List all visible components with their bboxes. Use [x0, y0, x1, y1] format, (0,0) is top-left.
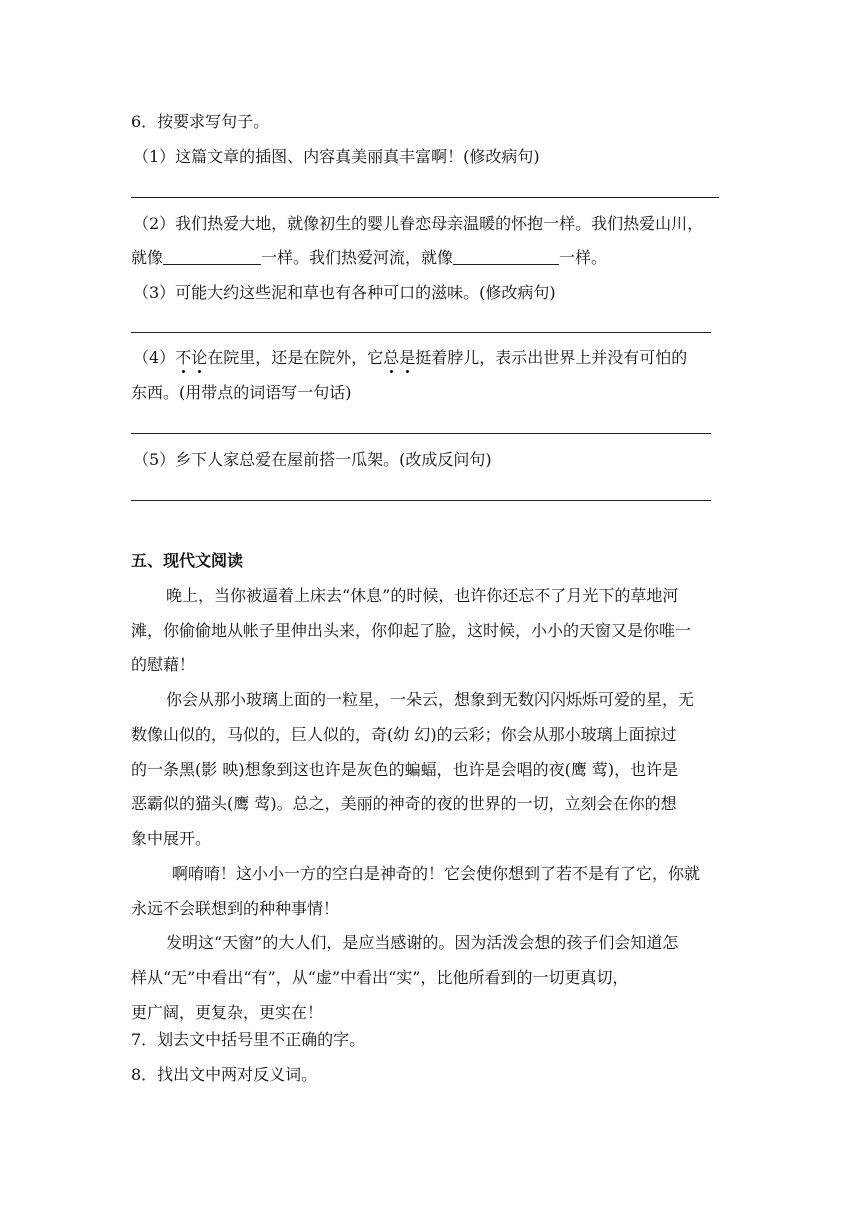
q6-s2-text-2: 一样。我们热爱河流，就像: [261, 248, 454, 267]
q8-text: 8．找出文中两对反义词。: [131, 1065, 318, 1084]
q6-s4-dotted-char: 论: [191, 348, 208, 367]
q6-sentence-4a: [133, 348, 687, 368]
q6-s4-prefix: （4）: [133, 348, 176, 367]
q7-text: 7．划去文中括号里不正确的字。: [131, 1030, 366, 1049]
passage-p2-line: 数像山似的，马似的，巨人似的，奇(幼 幻)的云彩；你会从那小玻璃上面掠过: [131, 725, 677, 744]
q6-sentence-2a: （2）我们热爱大地，就像初生的婴儿眷恋母亲温暖的怀抱一样。我们热爱山川，: [133, 214, 704, 233]
q6-answer-line-3[interactable]: [131, 332, 711, 333]
q6-s2-text-3: 一样。: [559, 248, 608, 267]
q6-sentence-4b: 东西。(用带点的词语写一句话): [131, 383, 352, 402]
q6-s2-blank-2[interactable]: [453, 248, 559, 265]
passage-p1-line: 的慰藉！: [131, 655, 196, 674]
section-heading: 五、现代文阅读: [131, 551, 244, 570]
q6-s4-dotted-char: 是: [399, 348, 416, 367]
q6-s2-blank-1[interactable]: [163, 248, 261, 265]
passage-p2-line: 恶霸似的猫头(鹰 莺)。总之，美丽的神奇的夜的世界的一切，立刻会在你的想: [131, 794, 677, 813]
passage-p3-line: 永远不会联想到的种种事情！: [131, 899, 340, 918]
q6-sentence-3: （3）可能大约这些泥和草也有各种可口的滋味。(修改病句): [133, 283, 556, 302]
q6-s4-text: 在院里，还是在院外，它: [207, 348, 384, 367]
passage-p4-line: 样从“无”中看出“有”，从“虚”中看出“实”，比他所看到的一切更真切，: [131, 968, 629, 987]
q6-title: 6．按要求写句子。: [131, 112, 270, 131]
passage-p2-line: 象中展开。: [131, 829, 212, 848]
passage-p2-line: 你会从那小玻璃上面的一粒星，一朵云，想象到无数闪闪烁烁可爱的星，无: [166, 690, 695, 709]
q6-sentence-1: （1）这篇文章的插图、内容真美丽真丰富啊！(修改病句): [133, 147, 540, 166]
passage-p3-line: 啊唷唷！这小小一方的空白是神奇的！它会使你想到了若不是有了它，你就: [172, 864, 701, 883]
passage-p2-line: 的一条黑(影 映)想象到这也许是灰色的蝙蝠，也许是会唱的夜(鹰 莺)，也许是: [131, 760, 679, 779]
passage-p1-line: 晚上，当你被逼着上床去“休息”的时候，也许你还忘不了月光下的草地河: [166, 586, 679, 605]
q6-s4-dotted-char: 不: [175, 348, 192, 367]
passage-p1-line: 滩，你偷偷地从帐子里伸出头来，你仰起了脸，这时候，小小的天窗又是你唯一: [131, 621, 692, 640]
q6-answer-line-5[interactable]: [131, 500, 711, 501]
q6-s4-text: 挺着脖儿，表示出世界上并没有可怕的: [415, 348, 688, 367]
q6-sentence-5: （5）乡下人家总爱在屋前搭一瓜架。(改成反问句): [133, 450, 492, 469]
passage-p4-line: 发明这“天窗”的大人们，是应当感谢的。因为活泼会想的孩子们会知道怎: [166, 933, 679, 952]
q6-answer-line-4[interactable]: [131, 433, 711, 434]
q6-answer-line-1[interactable]: [131, 197, 719, 198]
q6-s4-dotted-char: 总: [383, 348, 400, 367]
q6-sentence-2b: [131, 248, 607, 268]
q6-s2-text-1: 就像: [131, 248, 164, 267]
passage-p4-line: 更广阔，更复杂，更实在！: [131, 1003, 324, 1022]
